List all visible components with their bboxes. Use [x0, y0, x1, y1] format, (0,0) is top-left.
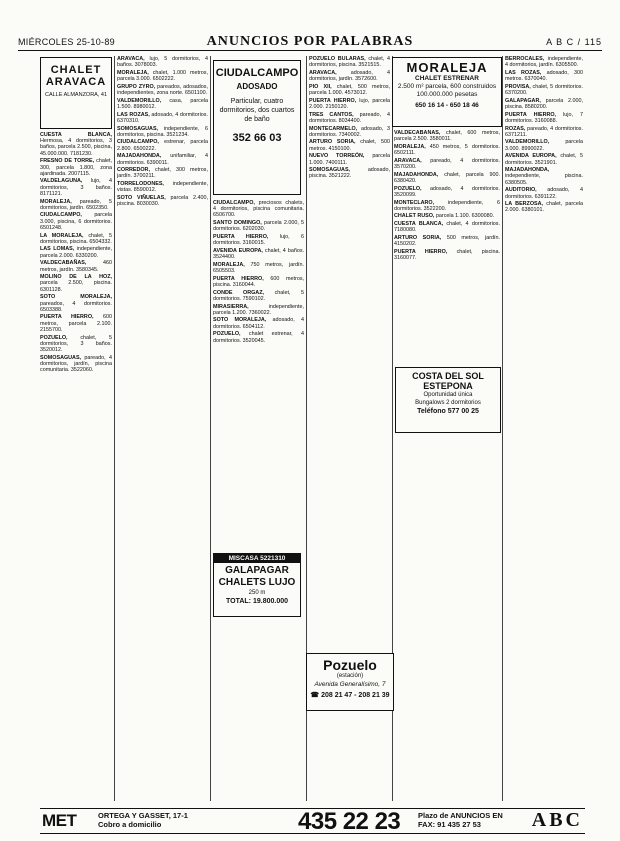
ad-heading: PIO XII, [309, 83, 332, 90]
classified-ad [40, 199, 112, 211]
classifieds-column-3 [213, 200, 304, 545]
ad-heading: PUERTA HIERRO, [213, 275, 264, 282]
ad-text: 460 metros, jardín. 3580345. [40, 260, 112, 273]
ad-text: chalet, parcela 900. 6380420. [394, 171, 500, 184]
ad-heading: LAS ROZAS, [117, 111, 150, 118]
ad-heading: PUERTA HIERRO, [213, 234, 269, 241]
classified-ad [309, 98, 390, 110]
ad-text: parcela 3.000, piscina, 6 dormitorios. 6501248. [40, 212, 112, 231]
ad-text: chalet, 4 baños. 3524400. [213, 247, 304, 261]
classified-ad [117, 126, 208, 138]
ad-text: estrenar, parcela 2.800. 6500222. [117, 139, 208, 152]
ad-heading: VALDECABAÑAS, [394, 130, 441, 136]
ad-text: pareados, 4 dormitorios. 6503388. [40, 300, 112, 313]
ad-text: adosado, 300 metros. 6370040. [505, 69, 583, 83]
ad-text: chalet, 300 metros, jardín. 3700211. [117, 167, 208, 180]
ad-text: independiente, piscina. 6380505. [505, 173, 583, 186]
ad-heading: POZUELO, [394, 185, 422, 192]
classified-ad [40, 335, 112, 354]
ad-box-galapagar: MISCASA 5221310 GALAPAGAR CHALETS LUJO 250 m TOTAL: 19.800.000 [213, 553, 301, 617]
footer-address: ORTEGA Y GASSET, 17-1 [98, 811, 188, 820]
classified-ad [309, 112, 390, 124]
ad-text: independiente, parcela 1.200. 7360022. [213, 303, 304, 316]
ad-text: 450 metros, 5 dormitorios. 6502111. [394, 143, 500, 157]
ad-heading: MAJADAHONDA, [394, 171, 439, 178]
classifieds-column-6 [505, 56, 583, 801]
classified-ad [40, 260, 112, 272]
ad-heading: CUESTA BLANCA, [40, 132, 112, 138]
footer-deadline: Plazo de ANUNCIOS EN [418, 811, 503, 820]
ad-text: independiente, vistas. 8590012. [117, 181, 208, 194]
ad-heading: MONTECLARO, [394, 199, 435, 206]
classified-ad [40, 314, 112, 333]
ad-text: chalet, 5 dormitorios, piscina. 6504332. [40, 232, 112, 245]
ad-text: independiente, 4 dormitorios, jardín. 6305500. [505, 56, 583, 69]
ad-box-pozuelo: Pozuelo (estación) Avenida Generalísimo, 7 ☎ 208 21 47 - 208 21 39 [306, 653, 394, 711]
ad-heading: CHALET RUSO, [394, 213, 435, 220]
ad-box-moraleja: MORALEJA CHALET ESTRENAR 2.500 m² parcela, 600 construidos 100.000.000 pesetas 650 16 14 - 650 18 46 [392, 57, 502, 127]
classified-ad [117, 112, 208, 124]
ad-heading: POZUELO BULARAS, [309, 56, 366, 62]
ad-text: chalet, 1.000 metros, parcela 3.000. 6502222. [117, 69, 208, 83]
ad-heading: SANTO DOMINGO, [213, 220, 262, 227]
column-rule [502, 56, 503, 801]
classified-ad [505, 187, 583, 199]
ad-heading: MAJADAHONDA, [505, 167, 550, 174]
ad-text: chalet, 4 dormitorios, piscina. 3521515. [309, 56, 390, 69]
classified-ad [117, 70, 208, 82]
ad-heading: SOMOSAGUAS, [117, 125, 159, 132]
classified-ad [117, 56, 208, 68]
ad-text: pareado, 4 dormitorios. 8034400. [309, 111, 390, 124]
ad-heading: CONDE ORGAZ, [213, 289, 264, 296]
ad-text: chalet, 5 dormitorios, 3 baños. 3520012. [40, 334, 112, 353]
ad-heading: POZUELO, [40, 334, 68, 341]
ad-heading: VALDECABAÑAS, [40, 260, 87, 267]
ad-text: adosado, piscina. 3521222. [309, 167, 390, 180]
ad-heading: PUERTA HIERRO, [309, 97, 357, 104]
ad-heading: SOTO MORALEJA, [40, 294, 112, 301]
ad-heading: PUERTA HIERRO, [505, 111, 557, 118]
ad-heading: PUERTA HIERRO, [40, 314, 94, 321]
classified-ad [213, 317, 304, 329]
classified-ad [40, 212, 112, 231]
ad-text: lujo, parcela 2.000. 2150120. [309, 97, 390, 110]
classified-ad [117, 181, 208, 193]
classified-ad [213, 276, 304, 288]
ad-text: pareado, 4 dormitorios. 6371211. [505, 125, 583, 138]
classified-ad [40, 246, 112, 258]
met-logo: MET [42, 811, 77, 830]
column-rule [114, 56, 115, 801]
classified-ad [394, 249, 500, 261]
ad-heading: ARTURO SORIA, [394, 235, 442, 242]
classified-ad [213, 290, 304, 302]
ad-heading: ARTURO SORIA, [309, 139, 356, 146]
classified-ad [394, 158, 500, 170]
ad-text: chalet, 5 dormitorios. 6370200. [505, 83, 583, 97]
ad-heading: SOTO VIÑUELAS, [117, 195, 166, 202]
footer-phone: 435 22 23 [298, 808, 401, 835]
ad-text: parcela 2.500, piscina. 6301128. [40, 280, 112, 293]
ad-heading: MORALEJA, [40, 198, 72, 205]
ad-text: chalet, 500 metros, parcela 1.000. 4573012. [309, 83, 390, 97]
section-title: ANUNCIOS POR PALABRAS [206, 34, 414, 49]
classified-ad [505, 201, 583, 213]
classified-ad [394, 213, 500, 219]
classified-ad [117, 98, 208, 110]
ad-text: adosado, 4 dormitorios. 6370310. [117, 111, 208, 124]
ad-text: chalet estrenar, 4 dormitorios. 3520045. [213, 331, 304, 344]
classified-ad [213, 234, 304, 246]
classified-ad [309, 84, 390, 96]
ad-text: independiente, 6 dormitorios, piscina. 3521234. [117, 125, 208, 138]
ad-heading: MIRASIERRA, [213, 303, 249, 310]
ad-text: 600 metros, piscina. 3160044. [213, 275, 304, 288]
classified-ad [394, 172, 500, 184]
ad-text: chalet, 5 dormitorios. 3521901. [505, 153, 583, 166]
ad-text: adosado, 3 dormitorios. 7340002. [309, 125, 390, 138]
ad-text: casa, parcela 1.500. 8980012. [117, 97, 208, 110]
classified-ad [394, 144, 500, 156]
classifieds-column-5 [394, 130, 500, 800]
ad-text: 750 metros, jardín. 6505503. [213, 261, 304, 275]
ad-heading: GRUPO ZYRO, [117, 83, 156, 90]
page-header [18, 36, 602, 51]
ad-heading: ROZAS, [505, 125, 526, 132]
classified-ad [213, 220, 304, 232]
ad-text: chalet, parcela 2.000. 6380101. [505, 201, 583, 214]
ad-heading: CORREDOR, [117, 167, 150, 174]
classifieds-column-2 [117, 56, 208, 801]
ad-heading: MAJADAHONDA, [117, 153, 162, 160]
classified-ad [40, 274, 112, 293]
ad-text: pareado, 4 dormitorios. 3570200. [394, 157, 500, 171]
ad-heading: TORRELODONES, [117, 181, 164, 188]
ad-heading: AVENIDA EUROPA, [505, 153, 557, 160]
issue-date: MIÉRCOLES 25-10-89 [18, 37, 115, 47]
ad-heading: CIUDALCAMPO, [40, 212, 82, 219]
ad-heading: LAS ROZAS, [505, 69, 542, 76]
ad-heading: LA BERZOSA, [505, 201, 544, 208]
classified-ad [505, 84, 583, 96]
ad-heading: CIUDALCAMPO, [213, 200, 255, 206]
classified-ad [309, 126, 390, 138]
ad-box-costa-del-sol: COSTA DEL SOL ESTEPONA Oportunidad única Bungalows 2 dormitorios Teléfono 577 00 25 [395, 367, 501, 433]
ad-heading: CIUDALCAMPO, [117, 139, 159, 146]
ad-text: parcela 2.000, piscina. 8580200. [505, 97, 583, 110]
ad-heading: GALAPAGAR, [505, 97, 541, 104]
ad-text: adosado, 4 dormitorios. 3520099. [394, 185, 500, 198]
classified-ad [213, 200, 304, 219]
ad-heading: AUDITORIO, [505, 187, 537, 194]
classified-ad [505, 167, 583, 186]
classified-ad [117, 139, 208, 151]
classified-ad [213, 304, 304, 316]
ad-heading: SOTO MORALEJA, [213, 317, 267, 324]
classified-ad [40, 132, 112, 157]
ad-heading: PROVISA, [505, 83, 531, 90]
ad-heading: FRESNO DE TORRE, [40, 158, 95, 165]
ad-heading: LA MORALEJA, [40, 232, 84, 239]
classified-ad [40, 178, 112, 197]
ad-text: chalet, 4 dormitorios. 7180080. [394, 221, 500, 234]
classified-ad [117, 84, 208, 96]
ad-text: adosado, 4 dormitorios, jardín. 3572600. [309, 69, 390, 83]
classified-ad [394, 235, 500, 247]
classified-ad [394, 186, 500, 198]
classified-ad [117, 167, 208, 179]
classified-ad [117, 153, 208, 165]
classified-ad [309, 56, 390, 68]
ad-heading: BERROCALES, [505, 56, 545, 62]
ad-text: independiente, 6 dormitorios. 3522200. [394, 199, 500, 212]
ad-text: pareados, adosados, independientes, zona norte. 6501100. [117, 83, 208, 97]
ad-heading: POZUELO, [213, 331, 241, 338]
classified-ad [213, 248, 304, 260]
ad-text: unifamiliar, 4 dormitorios. 6390011. [117, 153, 208, 166]
ad-heading: LAS LOMAS, [40, 246, 75, 253]
classified-ad [213, 262, 304, 274]
classified-ad [40, 158, 112, 177]
classified-ad [394, 221, 500, 233]
footer-ad-strip [40, 808, 585, 834]
classified-ad [505, 56, 583, 68]
classified-ad [505, 126, 583, 138]
ad-heading: MONTECARMELO, [309, 125, 358, 132]
column-rule [210, 56, 211, 801]
classified-ad [40, 294, 112, 313]
ad-heading: ARAVACA, [117, 56, 145, 62]
ad-heading: ARAVACA, [309, 69, 337, 76]
ad-text: adosado, 4 dormitorios. 6504112. [213, 317, 304, 330]
footer-collection: Cobro a domicilio [98, 820, 162, 829]
ad-text: lujo, 6 dormitorios. 3160015. [213, 234, 304, 247]
footer-fax: FAX: 91 435 27 53 [418, 820, 481, 829]
classified-ad [309, 70, 390, 82]
classified-ad [505, 139, 583, 151]
ad-heading: NUEVO TORREÓN, [309, 153, 365, 160]
classified-ad [505, 98, 583, 110]
classified-ad [394, 130, 500, 142]
ad-heading: AVENIDA EUROPA, [213, 247, 263, 254]
ad-text: adosado, 4 dormitorios. 6391122. [505, 187, 583, 200]
ad-text: lujo, 5 dormitorios, 4 baños. 3078003. [117, 56, 208, 69]
ad-text: chalet, 5 dormitorios. 7590102. [213, 289, 304, 302]
ad-text: chalet, piscina. 3160077. [394, 248, 500, 262]
ad-box-ciudalcampo: CIUDALCAMPO ADOSADO Particular, cuatro dormitorios, dos cuartos de baño 352 66 03 [213, 60, 301, 195]
classifieds-column-1 [40, 132, 112, 802]
ad-text: Hermosa, 4 dormitorios, 3 baños, parcela 2.500, piscina, 45.000.000. 7181230. [40, 138, 112, 157]
ad-text: 600 metros, parcela 2.100. 2155700. [40, 314, 112, 333]
classified-ad [505, 112, 583, 124]
ad-heading: MOLINO DE LA HOZ, [40, 274, 112, 281]
ad-heading: TRES CANTOS, [309, 111, 354, 118]
ad-box-chalet-aravaca: CHALET ARAVACA CALLE ALMANZORA, 41 [40, 57, 112, 129]
ad-text: parcela 2.400, piscina. 8030030. [117, 195, 208, 208]
ad-text: lujo, 4 dormitorios, 3 baños. 8171121. [40, 178, 112, 197]
ad-text: independiente, parcela 2.000. 6330200. [40, 246, 112, 259]
classified-ad [309, 139, 390, 151]
ad-heading: VALDEMORILLO, [505, 139, 550, 146]
ad-text: chalet, 300, parcela 1.800, zona ajardinada. 2007115. [40, 158, 112, 177]
ad-heading: MORALEJA, [117, 69, 149, 76]
ad-text: chalet, 500 metros. 4150100. [309, 139, 390, 152]
ad-heading: SOMOSAGUAS, [309, 167, 351, 174]
abc-logo: ABC [531, 809, 583, 831]
ad-text: pareado, 5 dormitorios, jardín. 6502350. [40, 198, 112, 211]
classified-ad [117, 195, 208, 207]
ad-heading: ARAVACA, [394, 157, 422, 164]
ad-text: chalet, 600 metros, parcela 2.500. 3580011. [394, 130, 500, 143]
ad-text: preciosos chalets, 4 dormitorios, piscina comunitaria. 6506700. [213, 200, 304, 219]
ad-heading: MORALEJA, [394, 143, 426, 150]
classified-ad [309, 167, 390, 179]
ad-text: pareado, 4 dormitorios, jardín, piscina comunitaria. 3522060. [40, 354, 112, 374]
ad-heading: CUESTA BLANCA, [394, 221, 444, 228]
ad-text: parcela 1.100. 6300080. [435, 213, 495, 220]
ad-text: parcela 2.000, 5 dormitorios. 6202030. [213, 220, 304, 233]
classified-ad [40, 233, 112, 245]
classified-ad [213, 331, 304, 343]
classified-ad [394, 200, 500, 212]
classified-ad [505, 70, 583, 82]
ad-text: parcela 3.000. 8990022. [505, 139, 583, 152]
ad-text: lujo, 7 dormitorios. 3160088. [505, 111, 583, 124]
ad-text: 500 metros, jardín. 4150202. [394, 235, 500, 248]
classified-ad [40, 355, 112, 374]
ad-heading: VALDEMORILLO, [117, 97, 162, 104]
ad-heading: PUERTA HIERRO, [394, 248, 448, 255]
ad-text: parcela 1.000. 7400111. [309, 153, 390, 166]
ad-heading: MORALEJA, [213, 261, 245, 268]
page-number: A B C / 115 [546, 37, 602, 47]
ad-heading: VALDELAGUNA, [40, 178, 83, 185]
classified-ad [505, 153, 583, 165]
classified-ad [309, 153, 390, 165]
ad-heading: SOMOSAGUAS, [40, 354, 82, 361]
